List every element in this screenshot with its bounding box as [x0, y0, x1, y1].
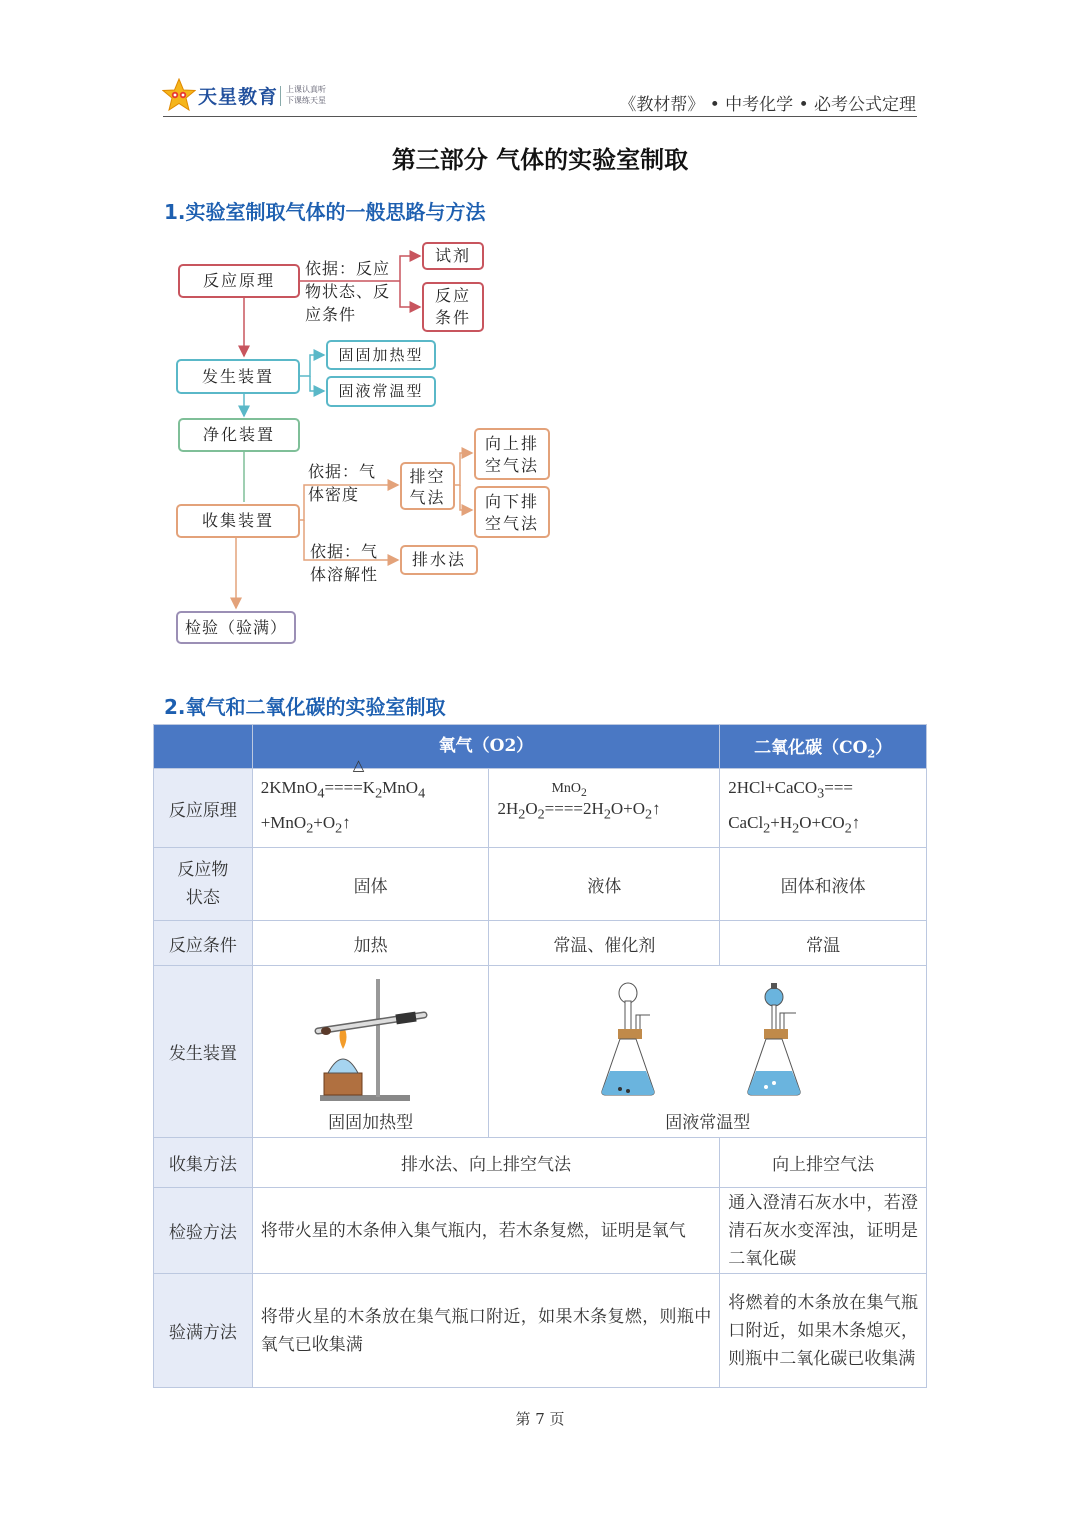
table-header-row	[154, 725, 927, 769]
catalyst-label: MnO$_2$	[551, 781, 587, 800]
collect-co2: 向上排空气法	[720, 1138, 927, 1188]
section-1-heading: 1.实验室制取气体的一般思路与方法	[164, 200, 486, 224]
flowchart-connectors	[0, 0, 1080, 680]
document-info: 《教材帮》 • 中考化学 • 必考公式定理	[619, 95, 916, 115]
row-header-collect: 收集方法	[154, 1138, 253, 1188]
table-row	[154, 1188, 927, 1274]
basis-line: 物状态、反	[305, 282, 391, 301]
basis-line: 依据：反应	[305, 259, 391, 278]
basis-line: 体密度	[308, 485, 360, 504]
table-row	[154, 848, 927, 921]
table-row	[154, 966, 927, 1138]
equation-h2o2: MnO$_2$ $2H_2O_2====2H_2O+O_2↑$	[489, 769, 720, 848]
device-label-solid-liquid: 固液常温型	[665, 1113, 751, 1133]
heat-symbol: △	[352, 757, 365, 774]
state-kmno4: 固体	[252, 848, 489, 921]
basis-line: 应条件	[305, 305, 357, 324]
co2-header-end: ）	[875, 737, 893, 758]
up-line: 向上排	[484, 434, 539, 453]
equation-caco3: 2HCl+CaCO$_3$=== $CaCl_2+H_2O+CO_2↑$	[720, 769, 927, 848]
flow-collector: 收集装置	[176, 504, 300, 538]
state-line: 反应物	[177, 860, 229, 880]
gas-preparation-table	[153, 724, 927, 1388]
basis-line: 依据：气	[308, 462, 377, 481]
full-oxygen: 将带火星的木条放在集气瓶口附近，如果木条复燃，则瓶中氧气已收集满	[252, 1274, 720, 1388]
flask-apparatus-illustration	[578, 975, 838, 1103]
down-line: 向下排	[484, 492, 539, 511]
table-row	[154, 1274, 927, 1388]
header-oxygen: 氧气（O2）	[252, 725, 720, 769]
slogan-line-1: 上课认真听	[286, 85, 326, 94]
cond-line: 条件	[434, 308, 471, 327]
air-line: 排空	[409, 467, 446, 486]
flow-basis-reaction	[305, 257, 390, 326]
row-header-test: 检验方法	[154, 1188, 253, 1274]
header-co2	[720, 725, 927, 769]
basis-line: 体溶解性	[310, 565, 379, 584]
device-label-solid-heat: 固固加热型	[328, 1113, 414, 1133]
flow-solid-liquid: 固液常温型	[326, 376, 436, 407]
flow-generator: 发生装置	[176, 359, 300, 394]
flow-downward-air	[474, 486, 550, 538]
co2-header-sub: 2	[867, 747, 876, 761]
slogan-line-2: 下课练天星	[286, 96, 326, 105]
header-blank	[154, 725, 253, 769]
condition-kmno4: 加热	[252, 921, 489, 966]
test-co2: 通入澄清石灰水中，若澄清石灰水变浑浊，证明是二氧化碳	[720, 1188, 927, 1274]
flow-solid-heat: 固固加热型	[326, 340, 436, 370]
table-row	[154, 921, 927, 966]
flow-reaction-condition	[422, 282, 484, 332]
row-header-principle: 反应原理	[154, 769, 253, 848]
condition-h2o2: 常温、催化剂	[489, 921, 720, 966]
equation-kmno4: △ $2KMnO_4====K_2MnO_4$ $+MnO_2+O_2↑$	[252, 769, 489, 848]
flow-basis-density	[308, 460, 376, 506]
table-row	[154, 769, 927, 848]
state-co2: 固体和液体	[720, 848, 927, 921]
basis-line: 依据：气	[310, 542, 379, 561]
flow-water-displacement: 排水法	[400, 545, 478, 575]
up-line: 空气法	[484, 456, 539, 475]
row-header-device: 发生装置	[154, 966, 253, 1138]
flow-reagent: 试剂	[422, 242, 484, 270]
cond-line: 反应	[434, 286, 471, 305]
row-header-condition: 反应条件	[154, 921, 253, 966]
co2-header-text: 二氧化碳（CO	[754, 737, 868, 758]
device-solid-heat	[252, 966, 489, 1138]
down-line: 空气法	[484, 514, 539, 533]
brand-name: 天星教育	[198, 86, 279, 108]
state-line: 状态	[185, 888, 220, 908]
table-row	[154, 1138, 927, 1188]
page-title: 第三部分 气体的实验室制取	[391, 146, 689, 174]
row-header-full: 验满方法	[154, 1274, 253, 1388]
collect-oxygen: 排水法、向上排空气法	[252, 1138, 720, 1188]
flow-purifier: 净化装置	[178, 418, 300, 452]
heating-apparatus-illustration	[306, 975, 436, 1103]
row-header-state	[154, 848, 253, 921]
state-h2o2: 液体	[489, 848, 720, 921]
section-2-heading: 2.氧气和二氧化碳的实验室制取	[164, 695, 446, 719]
flow-reaction-principle: 反应原理	[178, 264, 300, 298]
condition-co2: 常温	[720, 921, 927, 966]
air-line: 气法	[409, 488, 446, 507]
flow-check: 检验（验满）	[176, 611, 296, 644]
device-solid-liquid	[489, 966, 927, 1138]
flow-upward-air	[474, 428, 550, 480]
page-number: 第 7 页	[515, 1410, 565, 1428]
flow-basis-solubility	[310, 540, 378, 586]
flow-air-displacement	[400, 462, 455, 510]
test-oxygen: 将带火星的木条伸入集气瓶内，若木条复燃，证明是氧气	[252, 1188, 720, 1274]
full-co2: 将燃着的木条放在集气瓶口附近，如果木条熄灭，则瓶中二氧化碳已收集满	[720, 1274, 927, 1388]
